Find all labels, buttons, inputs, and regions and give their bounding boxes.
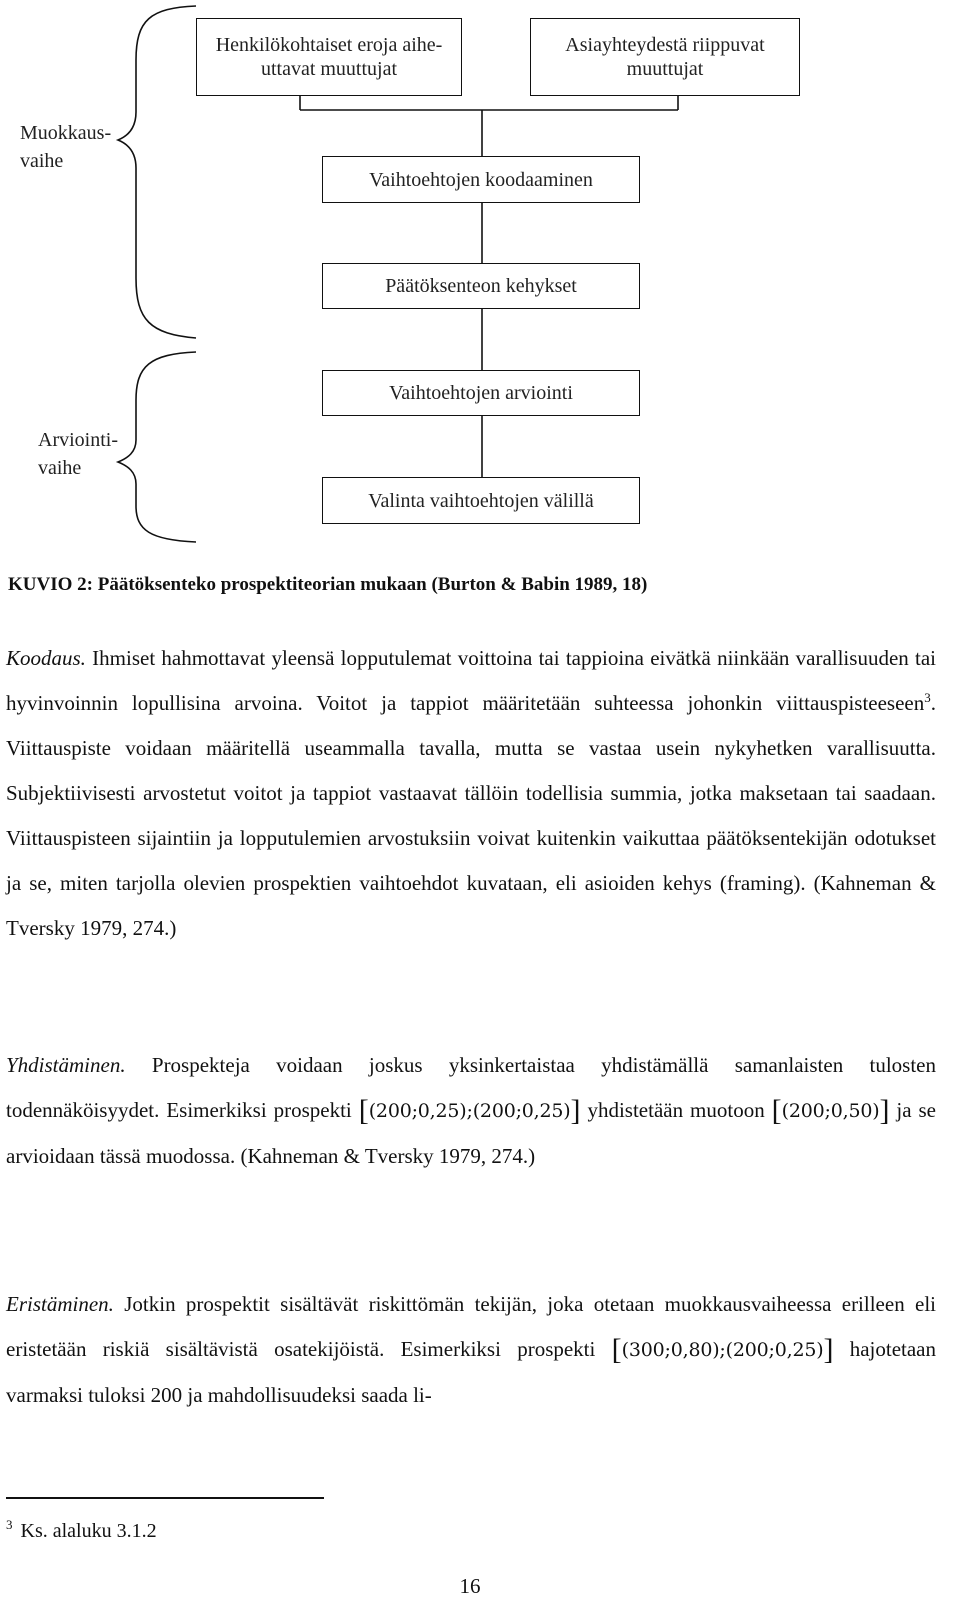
footnote: [6, 1517, 157, 1543]
paragraph-isolation-text-1: Jotkin prospektit sisältävät riskittömän tekijän, joka otetaan muokkausvaiheessa erilleen eli eristetään riskiä sisältävistä osatekijöistä. Esimerkiksi prospekti: [6, 1292, 936, 1361]
math-bracket-close: ]: [823, 1333, 834, 1366]
paragraph-coding-text-2: . Viittauspiste voidaan määritellä useammalla tavalla, mutta se vastaa usein nykyhetken varallisuutta. Subjektiivisesti arvostetut voitot ja tappiot vastaavat tällöin todellisia summia, jotka maksetaan tai saadaan. Viittauspisteen sijaintiin ja lopputulemien arvostuksiin voivat kuitenkin vaikuttaa päätöksentekijän odotukset ja se, miten tarjolla olevien prospektien vaihtoehdot kuvataan, eli asioiden kehys (framing). (Kahneman & Tversky 1979, 274.): [6, 691, 936, 940]
paragraph-combination-text-2: yhdistetään muotoon: [580, 1098, 772, 1122]
editing-phase-label-line2: vaihe: [20, 150, 64, 172]
paragraph-combination-text-1: Prospekteja voidaan joskus yksinkertaistaa yhdistämällä samanlaisten tulosten todennäköisyydet. Esimerkiksi prospekti: [6, 1053, 936, 1122]
footnote-text: Ks. alaluku 3.1.2: [20, 1520, 157, 1542]
evaluation-phase-label-line1: Arviointi-: [38, 429, 118, 451]
individual-variables-box: [196, 18, 462, 96]
math-bracket-open: [: [358, 1094, 369, 1127]
editing-phase-label: [20, 119, 111, 175]
math-bracket-open: [: [611, 1333, 622, 1366]
math-prospect-expression-1: (200;0,25);(200;0,25): [368, 1100, 571, 1122]
math-prospect-expression-3: (300;0,80);(200;0,25): [621, 1339, 824, 1361]
paragraph-coding-heading: Koodaus.: [6, 646, 86, 670]
context-variables-line1: Asiayhteydestä riippuvat: [565, 34, 765, 56]
footnote-number: 3: [6, 1517, 13, 1532]
context-variables-line2: muuttujat: [626, 58, 704, 80]
paragraph-isolation-heading: Eristäminen.: [6, 1292, 114, 1316]
individual-variables-line2: uttavat muuttujat: [260, 58, 398, 80]
paragraph-coding-text-1: Ihmiset hahmottavat yleensä lopputulemat voittoina tai tappioina eivätkä niinkään varallisuuden tai hyvinvoinnin lopullisina arvoina. Voitot ja tappiot määritetään suhteessa johonkin viittauspisteeseen: [6, 646, 936, 715]
figure-caption: KUVIO 2: Päätöksenteko prospektiteorian mukaan (Burton & Babin 1989, 18): [8, 574, 648, 595]
math-bracket-close: ]: [570, 1094, 581, 1127]
math-bracket-close: ]: [879, 1094, 890, 1127]
editing-phase-brace: [118, 6, 196, 338]
editing-phase-label-line1: Muokkaus-: [20, 122, 112, 144]
math-bracket-open: [: [771, 1094, 782, 1127]
page-number: 16: [459, 1574, 481, 1598]
individual-variables-line1: Henkilökohtaiset eroja aihe-: [215, 34, 443, 56]
paragraph-combination-heading: Yhdistäminen.: [6, 1053, 126, 1077]
footnote-reference: 3: [924, 690, 931, 705]
evaluation-phase-label-line2: vaihe: [38, 457, 82, 479]
footnote-separator: [6, 1497, 324, 1499]
framing-box: Päätöksenteon kehykset: [322, 263, 640, 309]
coding-box: Vaihtoehtojen koodaaminen: [322, 156, 640, 203]
evaluation-box: Vaihtoehtojen arviointi: [322, 370, 640, 416]
evaluation-phase-label: [38, 426, 118, 482]
paragraph-combination-text-3: ja se arvioidaan tässä muodossa. (Kahneman & Tversky 1979, 274.): [6, 1098, 937, 1168]
math-prospect-expression-2: (200;0,50): [781, 1100, 880, 1122]
paragraph-combination: [6, 1043, 936, 1179]
context-variables-box: [530, 18, 800, 96]
choice-box: Valinta vaihtoehtojen välillä: [322, 477, 640, 524]
paragraph-coding: [6, 636, 936, 951]
paragraph-isolation-text-2: hajotetaan varmaksi tuloksi 200 ja mahdollisuudeksi saada li-: [6, 1337, 937, 1407]
evaluation-phase-brace: [118, 352, 196, 542]
paragraph-isolation: [6, 1282, 936, 1418]
